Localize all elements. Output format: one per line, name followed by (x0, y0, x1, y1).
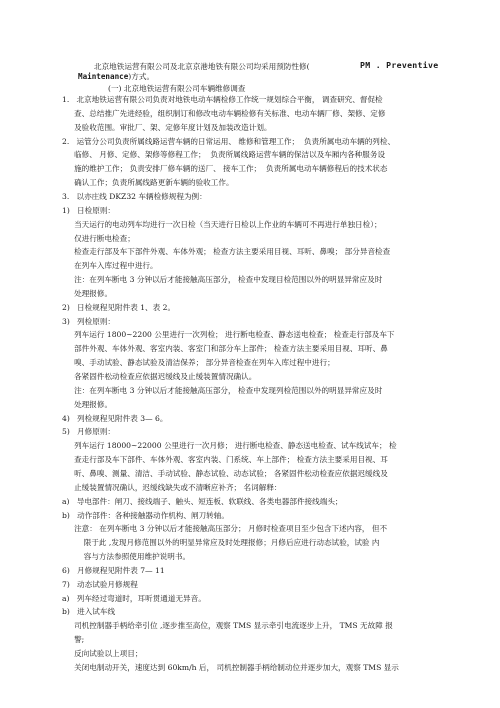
body-line: 在列车入库过程中进行。 (62, 261, 158, 271)
body-line: 1. 北京地铁运营有限公司负责对地铁电动车辆检修工作统一规划综合平衡， 调查研究、督促检 (62, 95, 383, 104)
body-line: 3. 以亦庄线 DKZ32 车辆检修规程为例： (62, 191, 207, 201)
body-line: 4) 列检规程见附件表 3— 6。 (62, 413, 168, 423)
section-title: (一) 北京地铁运营有限公司车辆维修调查 (108, 84, 246, 93)
body-line: 仅进行断电检查； (62, 233, 135, 243)
intro-line-1: 北京地铁运营有限公司及北京京港地铁有限公司均采用预防性修( (94, 62, 310, 71)
body-line: 临修、 月修、定修、架修等修程工作； 负责所属线路运营车辆的保洁以及车厢内各种服务设 (62, 150, 386, 160)
body-line: 容与方法参照使用维护说明书。 (62, 552, 191, 562)
body-line: 3) 列检原则： (62, 316, 116, 326)
body-line: 当天运行的电动列车均进行一次日检（当天进行日检以上作业的车辆可不再进行单独日检）； (62, 219, 382, 229)
body-line: 关闭电制动开关，速度达到 60km/h 后， 司机控制器手柄给制动位并逐步加大，观察 TMS 显示 (62, 662, 399, 672)
body-line: 听、鼻嗅、测量、清洁、手动试验、静态试验、动态试验； 各紧固件松动检查应依据迟缓线及 (62, 468, 388, 478)
body-line: 查、总结推广先进经验，组织制订和修改电动车辆检修有关标准、电动车辆厂修、架修、定修 (62, 108, 386, 118)
body-line: 反向试验以上项目； (62, 649, 143, 658)
body-line: 2. 运管分公司负责所属线路运营车辆的日常运用、 维修和管理工作； 负责所属电动车辆的列检、 (62, 136, 396, 146)
body-line: 检查走行部及车下部件外观、车体外观； 检查方法主要采用目视、耳听、鼻嗅； 部分异音检查 (62, 247, 391, 257)
body-line: 限于此 ,发现月修范围以外的明显异常应及时处理报修；月修后应进行动态试验，试验 内 (62, 538, 380, 548)
body-line: 施的维护工作； 负责安排厂修车辆的送厂、 接车工作； 负责所属电动车辆修程后的技术状态 (62, 164, 388, 174)
body-line: 确认工作；负责所属线路更新车辆的验收工作。 (62, 178, 234, 188)
body-line: 6) 月修规程见附件表 7— 11 (62, 565, 165, 575)
body-line: a) 导电部件：闸刀、接线端子、触头、短连板、软联线、各类电器部件接线端头； (62, 496, 343, 506)
body-line: 各紧固件松动检查应依据迟缓线及止缓装置情况确认。 (62, 372, 257, 381)
body-line: 注意： 在列车断电 3 分钟以后才能接触高压部分； 月修时检查项目至少包含下述内容， 但不 (62, 524, 388, 534)
body-line: 5) 月修原则： (62, 427, 116, 437)
header-tag: PM . Preventive (360, 60, 439, 70)
body-line: 列车运行 1800~2200 公里进行一次列检； 进行断电检查、静态送电检查； 检查走行部及车下 (62, 330, 395, 340)
body-line: 部件外观、车体外观、客室内装、客室门和部分车上部件； 检查方法主要采用目视、耳听、鼻 (62, 344, 388, 354)
body-line: 注：在列车断电 3 分钟以后才能接触高压部分， 检查中发现列检范围以外的明显异常应及时 (62, 385, 383, 395)
body-line: b) 动作部件：各种接触器动作机构、闸刀转轴。 (62, 510, 229, 520)
intro-line-2 (78, 72, 154, 82)
body-line: 处理报修。 (62, 288, 113, 298)
intro-en-term: Maintenance (78, 72, 129, 81)
body-line: 7) 动态试验月修规程 (62, 579, 138, 589)
body-line: 止缓装置情况确认，迟缓线缺失或不清晰应补齐； 名词解释： (62, 482, 282, 492)
body-line: 列车运行 18000~22000 公里进行一次月修； 进行断电检查、静态送电检查、试车线试车； 检 (62, 441, 397, 451)
body-line: 注：在列车断电 3 分钟以后才能接触高压部分， 检查中发现目检范围以外的明显异常应及时 (62, 275, 383, 285)
intro-rest: )方式。 (128, 72, 155, 81)
body-line: b) 进入试车线 (62, 607, 116, 617)
body-line: 司机控制器手柄给牵引位 ,逐步推至高位，观察 TMS 显示牵引电流逐步上升， TMS 无故障 报 (62, 621, 393, 631)
body-line: 及验收范围。审批厂、架、定修年度计划及加装改造计划。 (62, 122, 272, 132)
body-line: 处理报修。 (62, 399, 113, 409)
body-line: 2) 日检规程见附件表 1、表 2。 (62, 302, 176, 312)
body-line: 警; (62, 635, 85, 645)
body-line: a) 列车经过弯道时，耳听贯通道无异音。 (62, 593, 206, 603)
body-line: 嗅、手动试验、静态试验及清洁保养； 部分异音检查在列车入库过程中进行； (62, 358, 335, 368)
body-line: 1) 日检原则： (62, 205, 116, 215)
body-line: 查走行部及车下部件、车体外观、客室内装、门系统、车上部件； 检查方法主要采用目视、耳 (62, 455, 388, 465)
